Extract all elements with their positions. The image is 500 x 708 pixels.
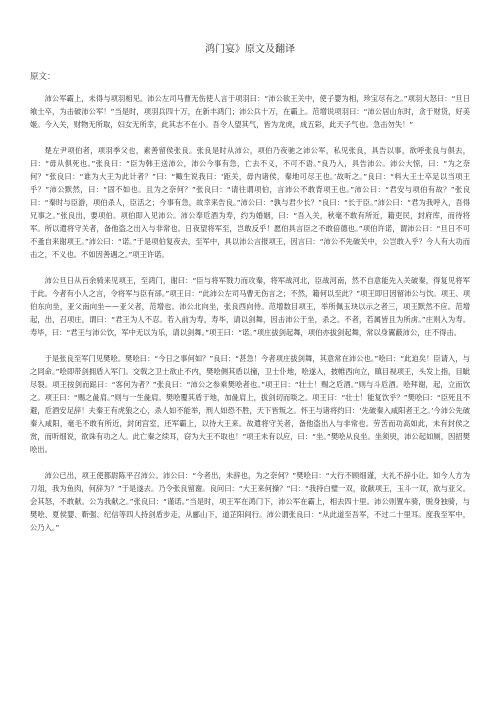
document-body xyxy=(30,92,470,547)
document-title: 鸿门宴》原文及翻译 xyxy=(205,44,295,55)
paragraph: 楚左尹项伯者，项羽季父也，素善留侯张良。张良是时从沛公，项伯乃夜驰之沛公军，私见张良，具告以事，欲呼张良与俱去，曰：“毋从俱死也。”张良曰：“臣为韩王送沛公，沛公今事有急，亡去不义，不可不语。”良乃入，具告沛公。沛公大惊，曰：“为之奈何？”张良曰：“谁为大王为此计者？”曰：“鲰生说我曰：‘距关，毋内诸侯，秦地可尽王也。’故听之。”良曰：“料大王士卒足以当项王乎？”沛公默然，曰：“固不如也。且为之奈何？”张良曰：“请往谓项伯，言沛公不敢背项王也。”沛公曰：“君安与项伯有故？”张良曰：“秦时与臣游，项伯杀人，臣活之；今事有急，故幸来告良。”沛公曰：“孰与君少长？”良曰：“长于臣。”沛公曰：“君为我呼入，吾得兄事之。”张良出，要项伯。项伯即入见沛公。沛公奉卮酒为寿，约为婚姻，曰：“吾入关，秋毫不敢有所近，籍吏民，封府库，而待将军。所以遣将守关者，备他盗之出入与非常也。日夜望将军至，岂敢反乎！愿伯具言臣之不敢倍德也。”项伯许诺，谓沛公曰：“旦日不可不蚤自来谢项王。”沛公曰：“诺。”于是项伯复夜去，至军中，具以沛公言报项王，因言曰：“沛公不先破关中，公岂敢入乎？今人有大功而击之，不义也。不如因善遇之。”项王许诺。 xyxy=(30,146,470,259)
section-label: 原文： xyxy=(30,72,56,82)
paragraph: 沛公旦日从百余骑来见项王，至鸿门，谢曰：“臣与将军戮力而攻秦，将军战河北，臣战河南，然不自意能先入关破秦，得复见将军于此。今者有小人之言，令将军与臣有郤。”项王曰：“此沛公左司马曹无伤言之；不然，籍何以至此？”项王即日因留沛公与饮。项王、项伯东向坐，亚父南向坐——亚父者，范增也。沛公北向坐，张良西向侍。范增数目项王，举所佩玉玦以示之者三，项王默然不应。范增起，出，召项庄，谓曰：“君王为人不忍。若入前为寿，寿毕，请以剑舞，因击沛公于坐，杀之。不者，若属皆且为所虏。”庄则入为寿。寿毕，曰：“君王与沛公饮，军中无以为乐，请以剑舞。”项王曰：“诺。”项庄拔剑起舞，项伯亦拔剑起舞，常以身翼蔽沛公，庄不得击。 xyxy=(30,276,470,337)
paragraph: 沛公已出，项王使都尉陈平召沛公。沛公曰：“今者出，未辞也，为之奈何？”樊哙曰：“大行不顾细谨，大礼不辞小让。如今人方为刀俎，我为鱼肉，何辞为？”于是遂去。乃令张良留谢。良问曰：“大王来何操？”曰：“我持白璧一双，欲献项王，玉斗一双，欲与亚父。会其怒，不敢献。公为我献之。”张良曰：“谨诺。”当是时，项王军在鸿门下，沛公军在霸上，相去四十里。沛公则置车骑，脱身独骑，与樊哙、夏侯婴、靳强、纪信等四人持剑盾步走，从郦山下，道芷阳间行。沛公谓张良曰：“从此道至吾军，不过二十里耳。度我至军中，公乃入。” xyxy=(30,471,470,532)
paragraph: 于是张良至军门见樊哙。樊哙曰：“今日之事何如？”良曰：“甚急！今者项庄拔剑舞，其意常在沛公也。”哙曰：“此迫矣！臣请入，与之同命。”哙即带剑拥盾入军门。交戟之卫士欲止不内，樊哙侧其盾以撞，卫士仆地，哙遂入，披帷西向立，瞋目视项王，头发上指，目眦尽裂。项王按剑而跽曰：“客何为者？”张良曰：“沛公之参乘樊哙者也。”项王曰：“壮士！赐之卮酒。”则与斗卮酒。哙拜谢，起，立而饮之。项王曰：“赐之彘肩。”则与一生彘肩。樊哙覆其盾于地，加彘肩上，拔剑切而啖之。项王曰：“壮士！能复饮乎？”樊哙曰：“臣死且不避，卮酒安足辞！夫秦王有虎狼之心，杀人如不能举，刑人如恐不胜，天下皆叛之。怀王与诸将约曰：‘先破秦入咸阳者王之。’今沛公先破秦入咸阳，毫毛不敢有所近，封闭宫室，还军霸上，以待大王来。故遣将守关者，备他盗出入与非常也。劳苦而功高如此，未有封侯之赏，而听细说，欲诛有功之人。此亡秦之续耳，窃为大王不取也！”项王未有以应，曰：“坐。”樊哙从良坐。坐须臾，沛公起如厕，因招樊哙出。 xyxy=(30,354,470,454)
paragraph: 沛公军霸上，未得与项羽相见。沛公左司马曹无伤使人言于项羽曰：“沛公欲王关中，使子婴为相，珍宝尽有之。”项羽大怒曰：“旦日飨士卒，为击破沛公军！”当是时，项羽兵四十万，在新丰鸿门；沛公兵十万，在霸上。范增说项羽曰：“沛公居山东时，贪于财货，好美姬。今入关，财物无所取，妇女无所幸，此其志不在小。吾令人望其气，皆为龙虎，成五彩，此天子气也。急击勿失！” xyxy=(30,94,470,129)
